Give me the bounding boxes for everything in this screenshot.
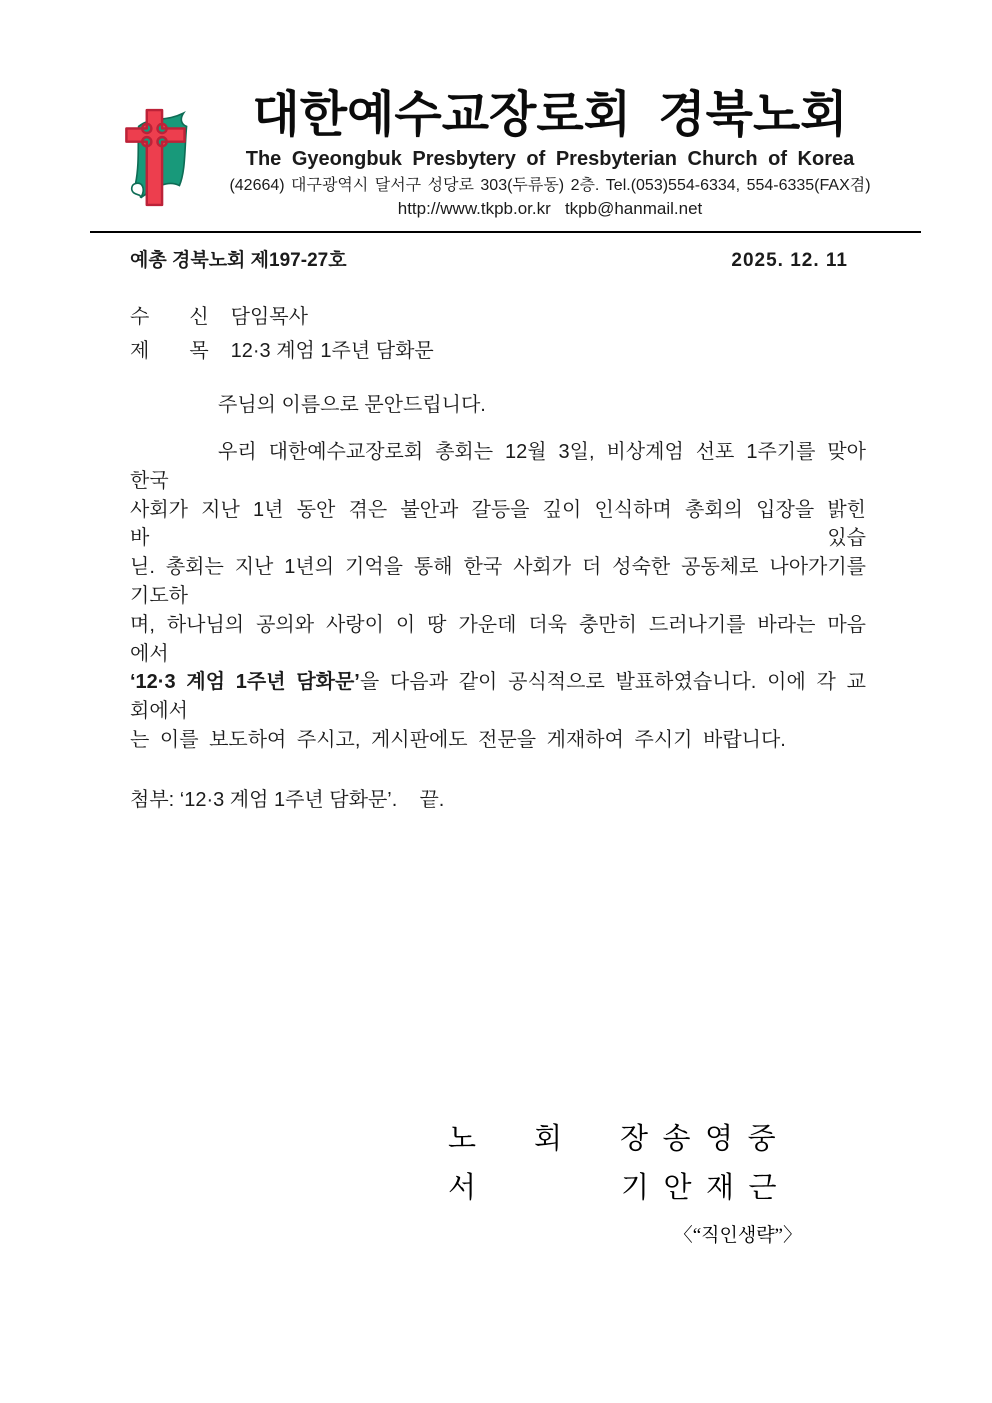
letterhead	[210, 86, 890, 220]
paragraph-line: 사회가 지난 1년 동안 겪은 불안과 갈등을 깊이 인식하며 총회의 입장을 밝힌 바 있습	[130, 498, 866, 550]
church-logo-icon	[124, 106, 192, 208]
paragraph-line: 는 이를 보도하여 주시고, 게시판에도 전문을 게재하여 주시기 바랍니다.	[130, 728, 786, 751]
signature-block	[448, 1115, 810, 1247]
header-divider	[90, 231, 921, 233]
document-meta-row	[130, 245, 866, 272]
document-date: 2025. 12. 11	[731, 250, 848, 271]
letter-body	[130, 245, 866, 814]
organization-title: 대한예수교장로회 경북노회	[252, 88, 848, 142]
body-paragraph	[130, 438, 866, 755]
subject-line	[130, 334, 866, 368]
recipient-line	[130, 300, 866, 334]
paragraph-line: 닏. 총회는 지난 1년의 기억을 통해 한국 사회가 더 성숙한 공동체로 나아가기를 기도하	[130, 556, 866, 607]
organization-subtitle-en: The Gyeongbuk Presbytery of Presbyterian Church of Korea	[245, 148, 855, 170]
recipient-subject-block	[130, 300, 866, 368]
attachment-line: 첨부: ‘12·3 계엄 1주년 담화문’. 끝.	[130, 788, 445, 811]
document-number: 예총 경북노회 제197-27호	[130, 250, 347, 271]
organization-address: (42664) 대구광역시 달서구 성당로 303(두류동) 2층. Tel.(053)554-6334, 554-6335(FAX겸)	[229, 177, 871, 194]
recipient-value: 담임목사	[230, 306, 308, 328]
organization-web-email: http://www.tkpb.or.kr tkpb@hanmail.net	[397, 199, 703, 218]
subject-value: 12·3 계엄 1주년 담화문	[230, 340, 434, 362]
statement-title-bold: ‘12·3 계엄 1주년 담화문’	[130, 671, 360, 694]
recipient-label: 수 신	[130, 306, 209, 328]
greeting-line: 주님의 이름으로 문안드립니다.	[218, 394, 486, 416]
paragraph-line: 며, 하나님의 공의와 사랑이 이 땅 가운데 더욱 충만히 드러나기를 바라는 마음에서	[130, 613, 866, 665]
subject-label: 제 목	[130, 340, 209, 362]
paragraph-line: 우리 대한예수교장로회 총회는 12월 3일, 비상계엄 선포 1주기를 맞아 한국	[130, 441, 866, 492]
seal-omitted-note: 〈“직인생략”〉	[673, 1225, 802, 1246]
clerk-signature-line: 서 기 안 재 근	[448, 1172, 777, 1204]
paragraph-line	[130, 668, 866, 726]
moderator-signature-line: 노 회 장 송 영 중	[448, 1123, 776, 1155]
scroll-curl	[132, 184, 141, 198]
paragraph-line-rest: 을 다음과 같이 공식적으로 발표하였습니다. 이에 각 교회에서	[130, 671, 866, 723]
cross-and-scroll-logo	[124, 106, 192, 208]
